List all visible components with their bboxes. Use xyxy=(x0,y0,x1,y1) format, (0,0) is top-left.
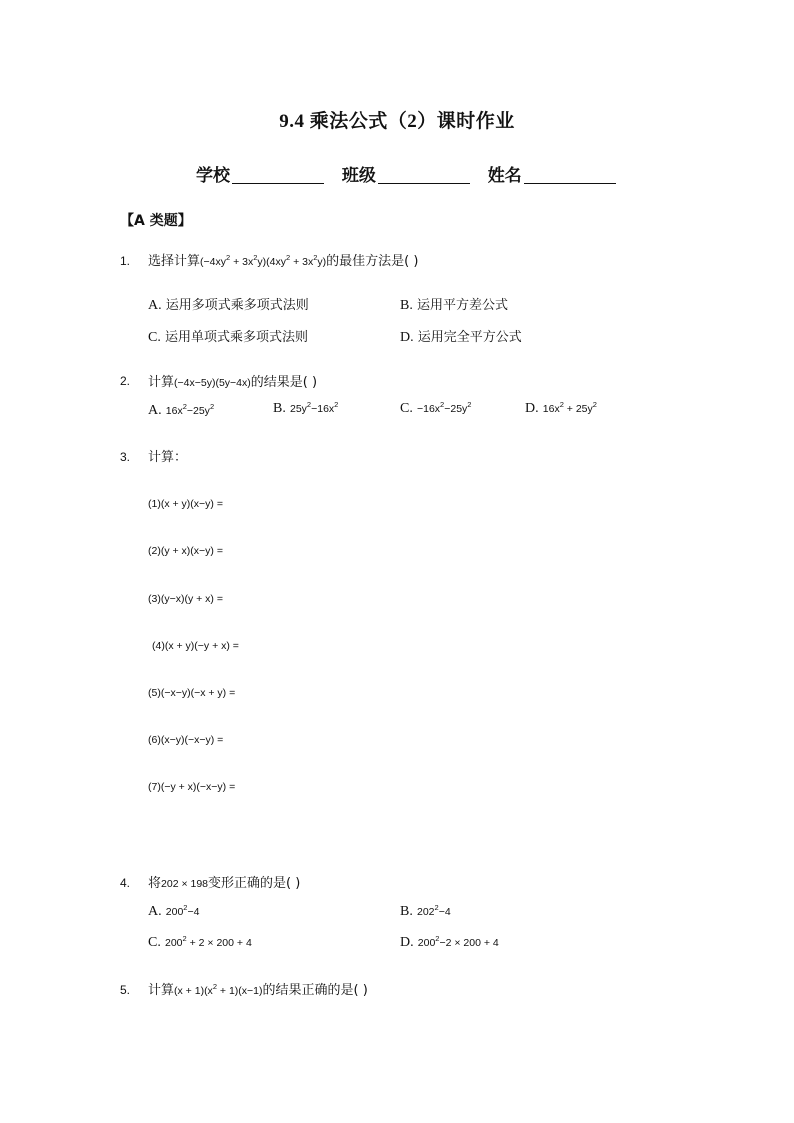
q2-option-c[interactable]: C. $-16x^2-25y^2$ xyxy=(400,400,472,416)
school-label: 学校 xyxy=(196,166,230,186)
q4-post: 变形正确的是( ) xyxy=(208,876,301,891)
q4-option-c[interactable]: C. $200^2 + 2 \times 200 + 4$ xyxy=(148,934,252,950)
q3-item-1: (1)(x + y)(x−y) = xyxy=(148,498,223,510)
q5-post: 的结果正确的是( ) xyxy=(262,983,368,998)
q4-math: 202 × 198 xyxy=(161,878,209,890)
page-title: 9.4 乘法公式（2）课时作业 xyxy=(279,111,515,132)
class-label: 班级 xyxy=(341,166,376,186)
q2-pre: 计算 xyxy=(148,375,175,390)
q1-option-a[interactable]: A. 运用多项式乘多项式法则 xyxy=(148,298,309,313)
section-heading: 【A 类题】 xyxy=(120,213,192,229)
q2-post: 的结果是( ) xyxy=(250,375,318,390)
q1-option-b[interactable]: B. 运用平方差公式 xyxy=(400,298,508,313)
q1-post: 的最佳方法是( ) xyxy=(326,254,419,269)
q3-item-7: (7)(−y + x)(−x−y) = xyxy=(148,781,236,793)
q3-item-5: (5)(−x−y)(−x + y) = xyxy=(148,687,236,699)
q2-option-b[interactable]: B. $25y^2-16x^2$ xyxy=(273,400,339,416)
q2-option-a[interactable]: A. $16x^2-25y^2$ xyxy=(148,402,215,418)
school-blank[interactable] xyxy=(232,166,324,184)
q5-pre: 计算 xyxy=(148,983,175,998)
q4-number: 4. xyxy=(120,876,131,890)
q1-pre: 选择计算 xyxy=(148,254,201,269)
q3-item-4: (4)(x + y)(−y + x) = xyxy=(152,640,239,652)
q1-math: $(-4xy^2 + 3x^2y)(4xy^2 + 3x^2y)$ xyxy=(200,253,327,268)
q4-stem xyxy=(148,872,300,891)
q3-stem: 计算： xyxy=(148,450,188,465)
q1-number: 1. xyxy=(120,254,131,268)
q1-option-d[interactable]: D. 运用完全平方公式 xyxy=(400,330,522,345)
q1-stem xyxy=(148,250,418,269)
q2-math: (−4x−5y)(5y−4x) xyxy=(174,377,251,389)
q4-option-d[interactable]: D. $200^2-2 \times 200 + 4$ xyxy=(400,934,499,950)
q3-item-3: (3)(y−x)(y + x) = xyxy=(148,593,223,605)
q4-pre: 将 xyxy=(148,876,162,891)
q3-item-2: (2)(y + x)(x−y) = xyxy=(148,545,223,557)
q2-stem xyxy=(148,371,317,390)
class-blank[interactable] xyxy=(378,166,470,184)
q5-number: 5. xyxy=(120,983,131,997)
q4-option-a[interactable]: A. $200^2-4$ xyxy=(148,903,200,919)
name-label: 姓名 xyxy=(487,166,522,186)
q2-number: 2. xyxy=(120,374,131,388)
name-blank[interactable] xyxy=(524,166,616,184)
q1-option-c[interactable]: C. 运用单项式乘多项式法则 xyxy=(148,330,308,345)
q4-option-b[interactable]: B. $202^2-4$ xyxy=(400,903,451,919)
q3-item-6: (6)(x−y)(−x−y) = xyxy=(148,734,224,746)
q5-stem xyxy=(148,979,368,998)
q3-number: 3. xyxy=(120,450,131,464)
q5-math: $(x + 1)(x^2 + 1)(x-1)$ xyxy=(174,982,263,997)
q2-option-d[interactable]: D. $16x^2 + 25y^2$ xyxy=(525,400,597,416)
info-line xyxy=(196,161,616,186)
